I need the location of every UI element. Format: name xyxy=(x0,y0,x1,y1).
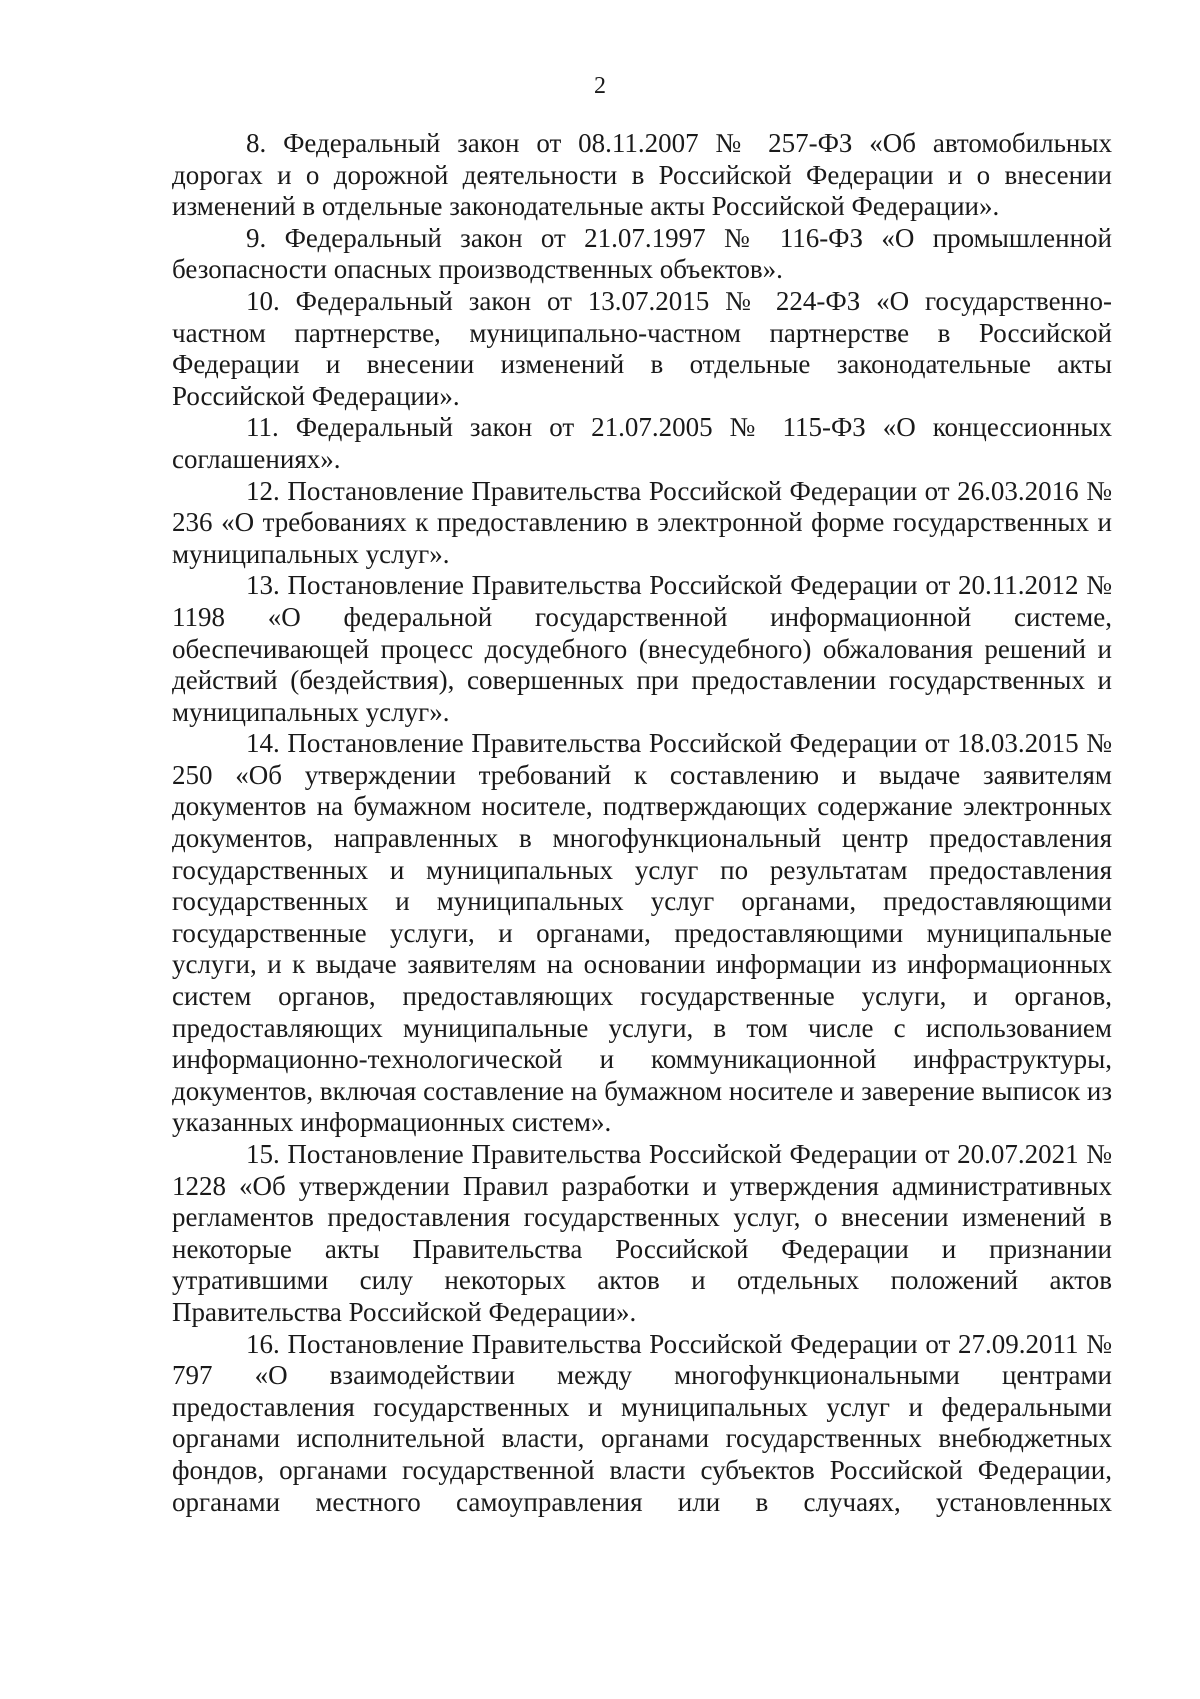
list-item-8: 8. Федеральный закон от 08.11.2007 № 257-ФЗ «Об автомобильных дорогах и о дорожной деятельности в Российской Федерации и о внесении изменений в отдельные законодательные акты Российской Федерации». xyxy=(172,128,1112,222)
list-item-9: 9. Федеральный закон от 21.07.1997 № 116-ФЗ «О промышленной безопасности опасных производственных объектов». xyxy=(172,222,1112,285)
list-item-14: 14. Постановление Правительства Российской Федерации от 18.03.2015 № 250 «Об утверждении требований к составлению и выдаче заявителям документов на бумажном носителе, подтверждающих содержание электронных документов, направленных в многофункциональный центр предоставления государственных и муниципальных услуг по результатам предоставления государственных и муниципальных услуг органами, предоставляющими государственные услуги, и органами, предоставляющими муниципальные услуги, и к выдаче заявителям на основании информации из информационных систем органов, предоставляющих государственные услуги, и органов, предоставляющих муниципальные услуги, в том числе с использованием информационно-технологической и коммуникационной инфраструктуры, документов, включая составление на бумажном носителе и заверение выписок из указанных информационных систем». xyxy=(172,728,1112,1138)
list-item-16: 16. Постановление Правительства Российской Федерации от 27.09.2011 № 797 «О взаимодействии между многофункциональными центрами предоставления государственных и муниципальных услуг и федеральными органами исполнительной власти, органами государственных внебюджетных фондов, органами государственной власти субъектов Российской Федерации, органами местного самоуправления или в случаях, установленных xyxy=(172,1328,1112,1517)
list-item-12: 12. Постановление Правительства Российской Федерации от 26.03.2016 № 236 «О требованиях к предоставлению в электронной форме государственных и муниципальных услуг». xyxy=(172,475,1112,569)
list-item-13: 13. Постановление Правительства Российской Федерации от 20.11.2012 № 1198 «О федеральной государственной информационной системе, обеспечивающей процесс досудебного (внесудебного) обжалования решений и действий (бездействия), совершенных при предоставлении государственных и муниципальных услуг». xyxy=(172,570,1112,727)
list-item-10: 10. Федеральный закон от 13.07.2015 № 224-ФЗ «О государственно-частном партнерстве, муниципально-частном партнерстве в Российской Федерации и внесении изменений в отдельные законодательные акты Российской Федерации». xyxy=(172,285,1112,411)
list-item-11: 11. Федеральный закон от 21.07.2005 № 115-ФЗ «О концессионных соглашениях». xyxy=(172,412,1112,474)
list-item-15: 15. Постановление Правительства Российской Федерации от 20.07.2021 № 1228 «Об утверждении Правил разработки и утверждения административных регламентов предоставления государственных услуг, о внесении изменений в некоторые акты Правительства Российской Федерации и признании утратившими силу некоторых актов и отдельных положений актов Правительства Российской Федерации». xyxy=(172,1139,1112,1327)
page-number: 2 xyxy=(594,73,606,99)
legal-acts-list xyxy=(172,128,1112,1518)
